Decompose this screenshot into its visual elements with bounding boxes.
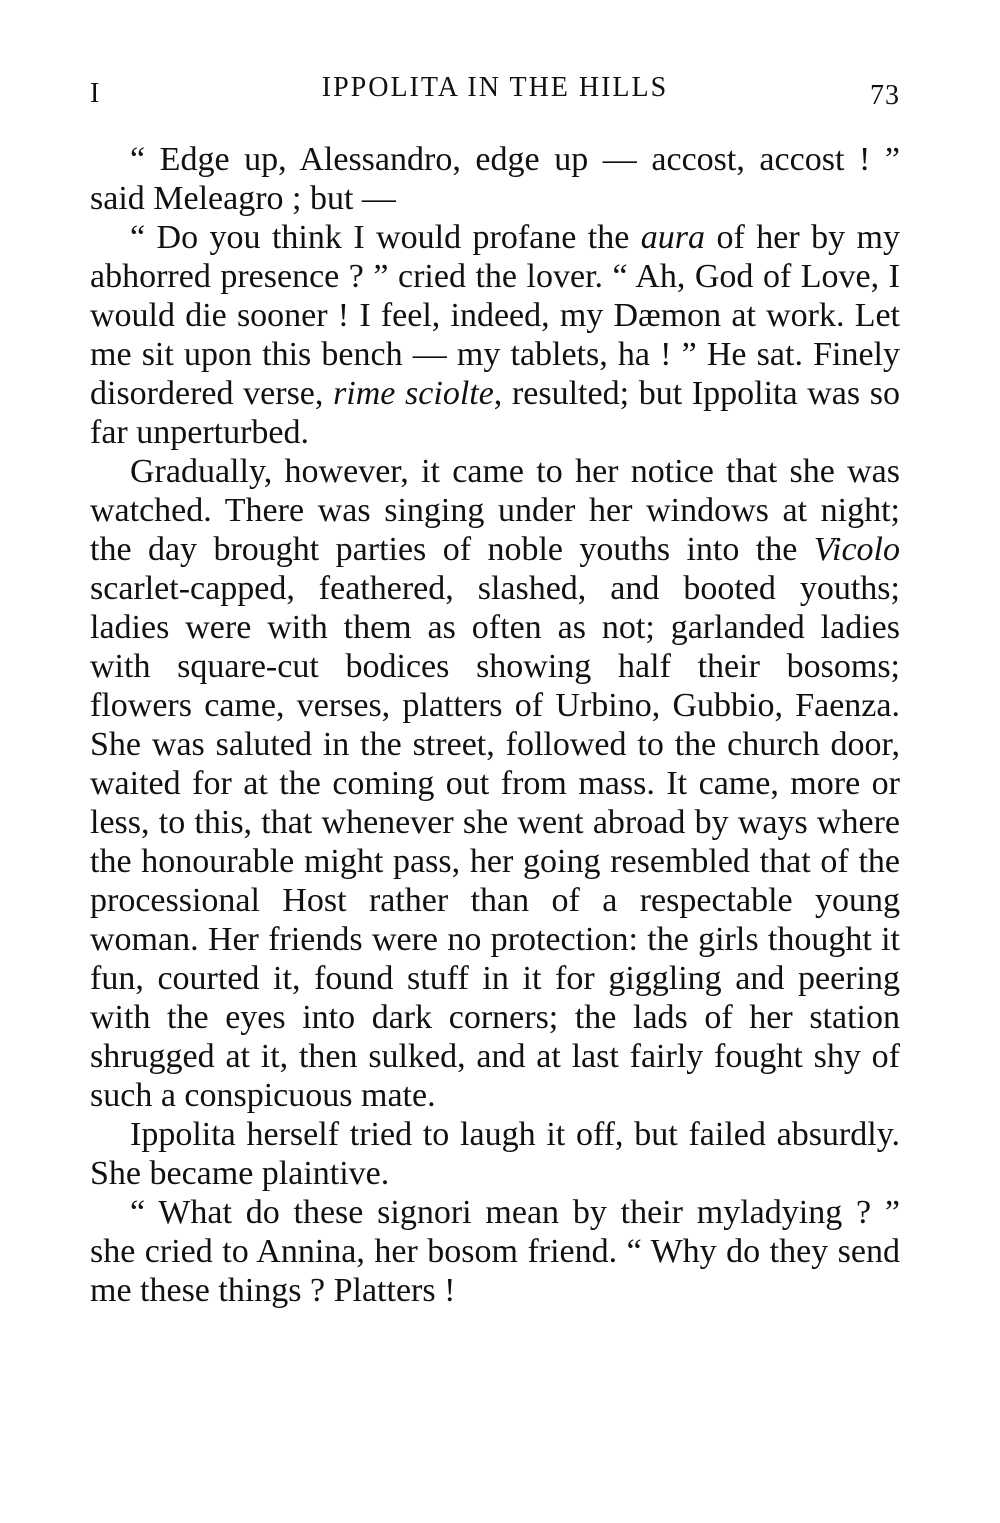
paragraph-2-text-c: , resulted; but Ippolita was so far unperturbed. — [90, 375, 900, 451]
running-title: IPPOLITA IN THE HILLS — [321, 72, 669, 103]
paragraph-3 — [90, 452, 900, 1115]
paragraph-4-text: Ippolita herself tried to laugh it off, but failed absurdly. She became plaintive. — [90, 1116, 900, 1192]
running-header — [90, 60, 900, 120]
paragraph-5 — [90, 1193, 900, 1310]
book-page — [90, 60, 900, 1310]
paragraph-5-text: “ What do these signori mean by their myladying ? ” she cried to Annina, her bosom friend. “ Why do they send me these things ? Platters ! — [90, 1194, 900, 1309]
paragraph-4 — [90, 1115, 900, 1193]
paragraph-2-text-b: of her by my abhorred presence ? ” cried the lover. “ Ah, God of Love, I would die sooner ! I feel, indeed, my Dæmon at work. Let me sit upon this bench — my tablets, ha ! ” He sat. Finely disordered verse, — [90, 219, 900, 412]
signature-mark: I — [90, 78, 101, 109]
italic-vicolo: Vicolo — [813, 531, 900, 568]
italic-rime-sciolte: rime sciolte — [333, 375, 494, 412]
italic-aura: aura — [640, 219, 706, 256]
paragraph-1-text: “ Edge up, Alessandro, edge up — accost, accost ! ” said Meleagro ; but — — [90, 141, 900, 217]
paragraph-3-text-b: scarlet-capped, feathered, slashed, and booted youths; ladies were with them as often as not; garlanded ladies with square-cut bodices showing half their bosoms; flowers came, verses, platters of Urbino, Gubbio, Faenza. She was saluted in the street, followed to the church door, waited for at the coming out from mass. It came, more or less, to this, that whenever she went abroad by ways where the honourable might pass, her going resembled that of the processional Host rather than of a respectable young woman. Her friends were no protection: the girls thought it fun, courted it, found stuff in it for giggling and peering with the eyes into dark corners; the lads of her station shrugged at it, then sulked, and at last fairly fought shy of such a conspicuous mate. — [90, 570, 900, 1114]
body-text — [90, 140, 900, 1310]
paragraph-3-text-a: Gradually, however, it came to her notice that she was watched. There was singing under her windows at night; the day brought parties of noble youths into the — [90, 453, 900, 568]
paragraph-2 — [90, 218, 900, 452]
page-number: 73 — [870, 80, 900, 111]
paragraph-1 — [90, 140, 900, 218]
paragraph-2-text-a: “ Do you think I would profane the — [130, 219, 641, 256]
